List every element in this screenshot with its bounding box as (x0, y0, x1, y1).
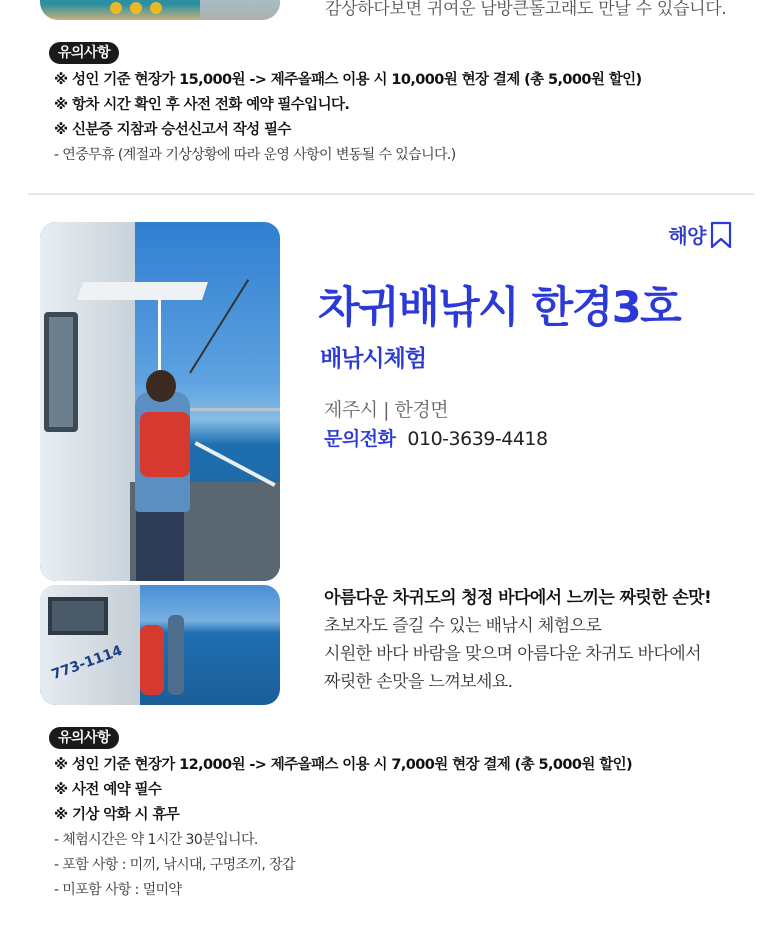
boat-window-shape (44, 312, 78, 432)
main-photo (40, 222, 280, 581)
buoy-shape (130, 2, 142, 14)
rail-shape (194, 441, 275, 487)
boat-number: 773-1114 (49, 642, 125, 684)
bookmark-icon[interactable] (710, 221, 732, 249)
person-shape (168, 615, 184, 695)
notice-badge: 유의사항 (49, 42, 119, 64)
card-subtitle: 배낚시체험 (320, 346, 427, 372)
notice-item: - 포함 사항 : 미끼, 낚시대, 구명조끼, 장갑 (54, 857, 295, 873)
notice-item: - 미포함 사항 : 멀미약 (54, 882, 182, 898)
boat-window-shape (48, 597, 108, 635)
life-vest-shape (140, 412, 190, 477)
description-line: 시원한 바다 바람을 맞으며 아름다운 차귀도 바다에서 (324, 644, 701, 664)
phone-label: 문의전화 (324, 428, 396, 450)
phone-number[interactable]: 010-3639-4418 (407, 428, 548, 450)
card-description (324, 584, 744, 696)
horizon-shape (190, 408, 280, 411)
description-lead: 아름다운 차귀도의 청정 바다에서 느끼는 짜릿한 손맛! (324, 588, 712, 608)
sub-photo (40, 585, 280, 705)
notice-item: ※ 항차 시간 확인 후 사전 전화 예약 필수입니다. (54, 97, 350, 113)
person-shape (140, 625, 164, 695)
category-label: 해양 (668, 224, 706, 248)
boat-rail-shape (200, 0, 280, 20)
person-head-shape (146, 370, 176, 402)
category-tag[interactable] (668, 220, 732, 249)
description-line: 초보자도 즐길 수 있는 배낚시 체험으로 (324, 616, 602, 636)
top-photo (40, 0, 280, 20)
notice-item: - 체험시간은 약 1시간 30분입니다. (54, 832, 258, 848)
card-title: 차귀배낚시 한경3호 (318, 283, 681, 333)
notice-item: ※ 성인 기준 현장가 15,000원 -> 제주올패스 이용 시 10,000원 현장 결제 (총 5,000원 할인) (54, 72, 642, 88)
top-description: 감상하다보면 귀여운 남방큰돌고래도 만날 수 있습니다. (325, 0, 727, 19)
notice-item: - 연중무휴 (계절과 기상상황에 따라 운영 사항이 변동될 수 있습니다.) (54, 147, 456, 163)
card-location: 제주시 | 한경면 (324, 399, 449, 421)
description-line: 짜릿한 손맛을 느껴보세요. (324, 672, 513, 692)
person-legs-shape (136, 507, 184, 581)
notice-item: ※ 신분증 지참과 승선신고서 작성 필수 (54, 122, 291, 138)
notice-item: ※ 사전 예약 필수 (54, 782, 162, 798)
phone-row (324, 424, 548, 451)
notice-badge: 유의사항 (49, 727, 119, 749)
notice-item: ※ 성인 기준 현장가 12,000원 -> 제주올패스 이용 시 7,000원 현장 결제 (총 5,000원 할인) (54, 757, 633, 773)
buoy-shape (110, 2, 122, 14)
notice-list (54, 68, 642, 168)
buoy-shape (150, 2, 162, 14)
notice-list (54, 753, 632, 903)
section-divider (28, 193, 754, 195)
awning-shape (77, 282, 208, 300)
notice-item: ※ 기상 악화 시 휴무 (54, 807, 180, 823)
